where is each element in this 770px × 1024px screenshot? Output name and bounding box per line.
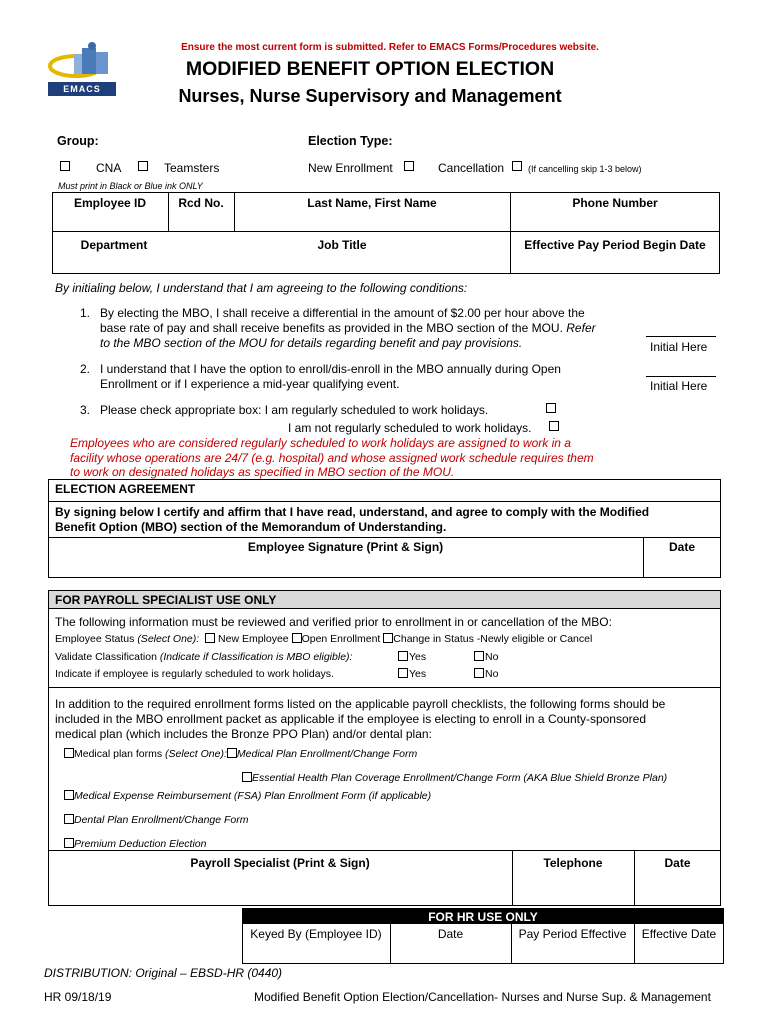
employee-status-row [55,633,592,645]
agreement-date-label: Date [668,540,695,554]
logo-text: EMACS [63,84,101,94]
condition-3-number: 3. [80,403,91,417]
teamsters-checkbox[interactable] [138,161,148,171]
hr-date-label: Date [437,927,464,941]
cna-checkbox[interactable] [60,161,70,171]
employee-signature-label: Employee Signature (Print & Sign) [247,540,444,554]
medical-enrollment-checkbox[interactable] [227,748,237,758]
initial-here-2: Initial Here [650,379,708,393]
holiday-no-label: No [485,668,499,680]
condition-1-line2 [100,321,596,335]
employee-id-header: Employee ID [73,196,147,210]
medical-plan-hint: (Select One): [165,748,227,760]
condition-1-line2-text: base rate of pay and shall receive benefits as provided in the MBO section of the MOU. [100,321,563,335]
initial-here-1: Initial Here [650,340,708,354]
rcd-no-header: Rcd No. [178,196,224,210]
election-agreement-title: ELECTION AGREEMENT [55,482,196,496]
revision-date: HR 09/18/19 [44,990,112,1004]
hr-title: FOR HR USE ONLY [428,910,538,924]
agreement-text-line1: By signing below I certify and affirm that I have read, understand, and agree to comply with the Modified [55,505,650,519]
premium-row [64,838,206,850]
premium-checkbox[interactable] [64,838,74,848]
payroll-specialist-label: Payroll Specialist (Print & Sign) [190,856,370,870]
department-header: Department [80,238,148,252]
new-enrollment-label: New Enrollment [308,161,393,175]
classification-no-label: No [485,651,499,663]
teamsters-label: Teamsters [164,161,220,175]
validate-classification-row [55,651,352,663]
election-type-label: Election Type: [308,134,393,148]
holiday-yes-checkbox[interactable] [398,668,408,678]
dental-row [64,814,249,826]
fsa-row [64,790,431,802]
payroll-date-label: Date [664,856,691,870]
forms-text-line3: medical plan (which includes the Bronze PPO Plan) and/or dental plan: [55,727,432,741]
holiday-indicate-label: Indicate if employee is regularly scheduled to work holidays. [55,668,334,680]
classification-no-checkbox[interactable] [474,651,484,661]
holiday-no-checkbox[interactable] [474,668,484,678]
effective-pay-period-header: Effective Pay Period Begin Date [524,238,706,252]
job-title-header: Job Title [317,238,367,252]
medical-plan-row [64,748,417,760]
change-status-label: Change in Status -Newly eligible or Cancel [393,633,593,645]
validate-classification-label: Validate Classification [55,651,157,663]
pay-period-effective-label: Pay Period Effective [518,927,627,941]
new-employee-label: New Employee [218,633,289,645]
conditions-intro: By initialing below, I understand that I am agreeing to the following conditions: [55,281,468,295]
payroll-telephone-label: Telephone [543,856,603,870]
change-status-checkbox[interactable] [383,633,393,643]
validate-classification-hint: (Indicate if Classification is MBO eligible): [159,651,353,663]
essential-health-label: Essential Health Plan Coverage Enrollment/Change Form (AKA Blue Shield Bronze Plan) [252,772,668,784]
phone-header: Phone Number [572,196,658,210]
condition-1-number: 1. [80,306,91,320]
employee-status-label: Employee Status [55,633,135,645]
employee-status-hint: (Select One): [137,633,200,645]
emacs-logo [46,42,118,98]
holiday-note-line2: facility whose operations are 24/7 (e.g. hospital) and whose assigned work schedule requires them [70,451,594,465]
medical-enrollment-label: Medical Plan Enrollment/Change Form [236,748,418,760]
condition-3-line1: Please check appropriate box: I am regularly scheduled to work holidays. [100,403,489,417]
new-enrollment-checkbox[interactable] [404,161,414,171]
fsa-label: Medical Expense Reimbursement (FSA) Plan Enrollment Form (if applicable) [74,790,432,802]
not-works-holidays-checkbox[interactable] [549,421,559,431]
condition-2-line1: I understand that I have the option to enroll/dis-enroll in the MBO annually during Open [100,362,561,376]
payroll-title: FOR PAYROLL SPECIALIST USE ONLY [55,593,277,607]
group-label: Group: [57,134,99,148]
medical-plan-checkbox[interactable] [64,748,74,758]
form-name-footer: Modified Benefit Option Election/Cancellation- Nurses and Nurse Sup. & Management [254,990,711,1004]
dental-label: Dental Plan Enrollment/Change Form [74,814,249,826]
condition-2-number: 2. [80,362,91,376]
form-notice: Ensure the most current form is submitted. Refer to EMACS Forms/Procedures website. [181,42,599,53]
condition-1-line3: to the MBO section of the MOU for details regarding benefit and pay provisions. [100,336,523,350]
classification-yes-label: Yes [409,651,427,663]
condition-1-line2-refer: Refer [566,321,596,335]
dental-checkbox[interactable] [64,814,74,824]
medical-plan-label: Medical plan forms [74,748,163,760]
forms-text-line1: In addition to the required enrollment forms listed on the applicable payroll checklists, the following forms should be [55,697,666,711]
ink-note: Must print in Black or Blue ink ONLY [58,181,203,191]
holiday-note-line3: to work on designated holidays as specified in MBO section of the MOU. [70,465,455,479]
form-title: MODIFIED BENEFIT OPTION ELECTION [185,58,555,80]
classification-yes-checkbox[interactable] [398,651,408,661]
condition-1-line1: By electing the MBO, I shall receive a differential in the amount of $2.00 per hour above the [100,306,585,320]
cancellation-note: (If cancelling skip 1-3 below) [528,164,642,174]
holiday-yes-label: Yes [409,668,427,680]
open-enrollment-checkbox[interactable] [292,633,302,643]
cancellation-label: Cancellation [438,161,505,175]
cna-label: CNA [96,161,122,175]
premium-label: Premium Deduction Election [74,838,207,850]
forms-text-line2: included in the MBO enrollment packet as applicable if the employee is electing to enroll in a County-sponsored [55,712,646,726]
works-holidays-checkbox[interactable] [546,403,556,413]
cancellation-checkbox[interactable] [512,161,522,171]
condition-2-line2: Enrollment or if I experience a mid-year qualifying event. [100,377,400,391]
name-header: Last Name, First Name [307,196,437,210]
keyed-by-label: Keyed By (Employee ID) [250,927,382,941]
essential-health-row [242,772,667,784]
new-employee-checkbox[interactable] [205,633,215,643]
agreement-text-line2: Benefit Option (MBO) section of the Memorandum of Understanding. [55,520,447,534]
distribution-note: DISTRIBUTION: Original – EBSD-HR (0440) [44,966,283,980]
fsa-checkbox[interactable] [64,790,74,800]
condition-3-line2: I am not regularly scheduled to work holidays. [288,421,532,435]
payroll-intro: The following information must be reviewed and verified prior to enrollment in or cancellation of the MBO: [55,615,612,629]
form-subtitle: Nurses, Nurse Supervisory and Management [178,86,562,106]
holiday-note-line1: Employees who are considered regularly scheduled to work holidays are assigned to work in a [70,436,571,450]
effective-date-label: Effective Date [641,927,717,941]
essential-health-checkbox[interactable] [242,772,252,782]
open-enrollment-label: Open Enrollment [301,633,381,645]
